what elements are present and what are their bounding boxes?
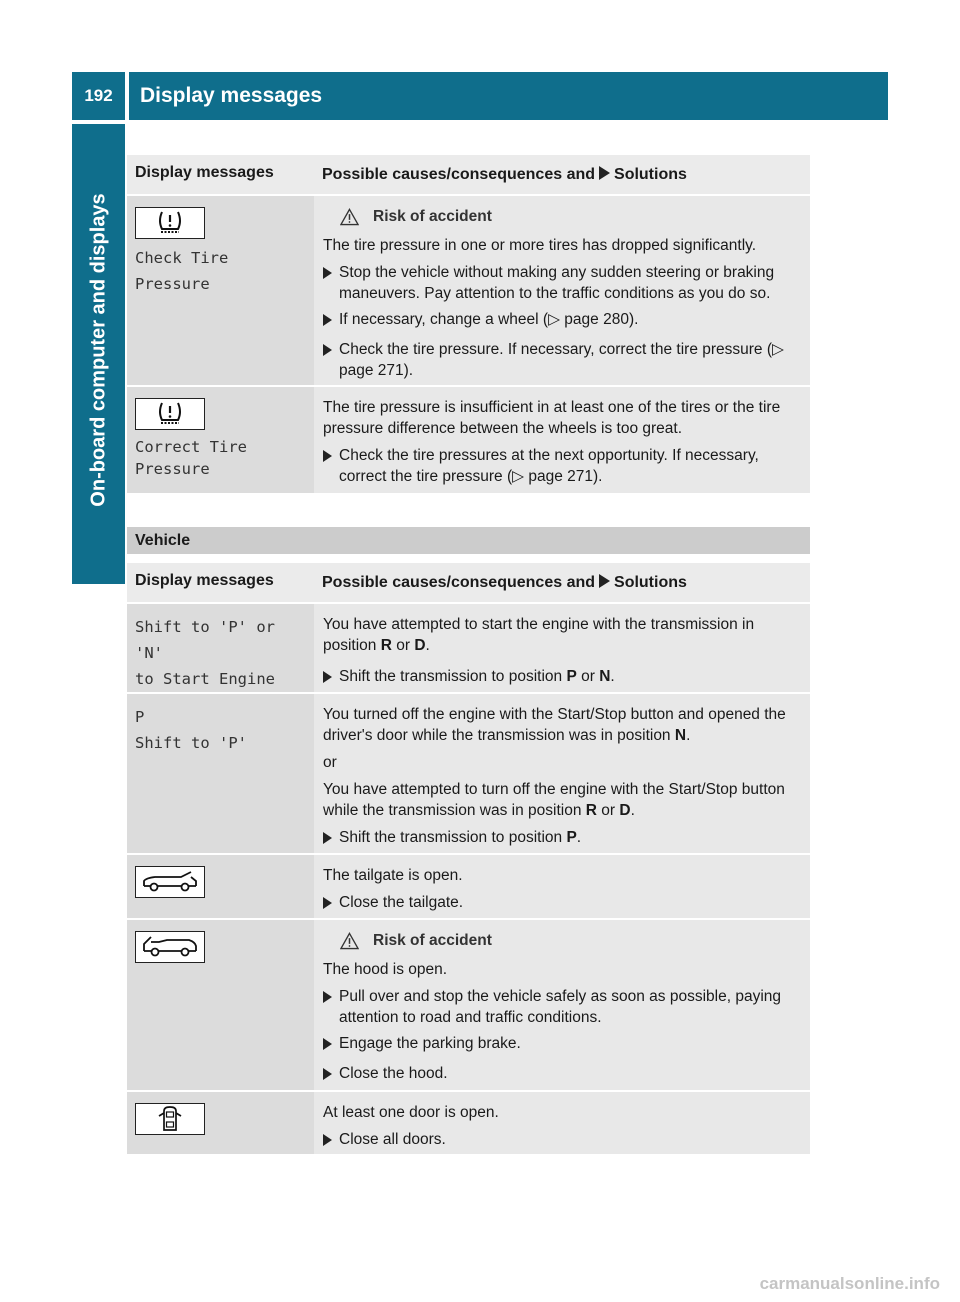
page-title: Display messages xyxy=(129,72,888,120)
solution-step: Check the tire pressure. If necessary, correct the tire pressure (▷ page 271). xyxy=(323,339,802,381)
risk-warning: Risk of accident xyxy=(323,930,802,951)
cause-text: The tailgate is open. xyxy=(323,867,463,884)
col-header-display-messages: Display messages xyxy=(127,155,314,194)
display-message-text: Shift to 'P' or 'N' to Start Engine xyxy=(135,618,275,688)
page-number: 192 xyxy=(72,72,125,120)
side-tab-label: On-board computer and displays xyxy=(87,193,110,507)
table-row xyxy=(127,604,810,694)
col-header-causes: Possible causes/consequences and Solutions xyxy=(314,563,810,602)
solution-step: Close the tailgate. xyxy=(323,892,802,917)
cause-text: You turned off the engine with the Start/Stop button and opened the driver's door while the transmission was in position N. xyxy=(323,706,786,744)
table-row xyxy=(127,1092,810,1156)
table-row xyxy=(127,694,810,855)
display-message-text: P Shift to 'P' xyxy=(135,708,247,752)
tire-pressure-warning-icon xyxy=(135,398,205,430)
cause-text: At least one door is open. xyxy=(323,1104,499,1121)
tire-messages-table xyxy=(127,155,810,495)
col-header-display-messages: Display messages xyxy=(127,563,314,602)
cause-text: The tire pressure is insufficient in at least one of the tires or the tire pressure difference between the wheels is too great. xyxy=(323,399,781,437)
solution-step: Check the tire pressures at the next opportunity. If necessary, correct the tire pressure (▷ page 271). xyxy=(323,445,802,487)
or-text: or xyxy=(323,754,337,771)
hood-open-icon xyxy=(135,931,205,963)
solution-step: Shift the transmission to position P or N. xyxy=(323,666,802,691)
solution-step: Engage the parking brake. xyxy=(323,1033,802,1058)
warning-triangle-icon xyxy=(340,932,359,950)
table-row xyxy=(127,196,810,387)
solution-arrow-icon xyxy=(599,166,610,180)
vehicle-messages-table xyxy=(127,563,810,1156)
col-header-causes: Possible causes/consequences and Solutions xyxy=(314,155,810,194)
solution-step: Pull over and stop the vehicle safely as soon as possible, paying attention to road and traffic conditions. xyxy=(323,986,802,1028)
table-row xyxy=(127,855,810,920)
cause-text: The tire pressure in one or more tires has dropped significantly. xyxy=(323,237,757,254)
cause-text: The hood is open. xyxy=(323,961,448,978)
display-message-text: Correct Tire Pressure xyxy=(135,438,247,478)
tailgate-open-icon xyxy=(135,866,205,898)
cause-text: You have attempted to start the engine with the transmission in position R or D. xyxy=(323,616,755,654)
risk-warning: Risk of accident xyxy=(323,206,802,227)
table-row xyxy=(127,387,810,495)
table-header-row xyxy=(127,155,810,196)
solution-step: Close the hood. xyxy=(323,1063,802,1088)
tire-pressure-warning-icon xyxy=(135,207,205,239)
solution-step: If necessary, change a wheel (▷ page 280). xyxy=(323,309,802,334)
table-row xyxy=(127,920,810,1092)
watermark: carmanualsonline.info xyxy=(759,1274,940,1293)
solution-step: Close all doors. xyxy=(323,1129,802,1154)
warning-triangle-icon xyxy=(340,208,359,226)
table-header-row xyxy=(127,563,810,604)
section-heading-vehicle: Vehicle xyxy=(127,527,810,554)
solution-arrow-icon xyxy=(599,574,610,588)
solution-step: Shift the transmission to position P. xyxy=(323,827,802,852)
display-message-text: Check Tire Pressure xyxy=(135,249,238,293)
door-open-icon xyxy=(135,1103,205,1135)
solution-step: Stop the vehicle without making any sudden steering or braking maneuvers. Pay attention to the traffic conditions as you do so. xyxy=(323,262,802,304)
cause-text: You have attempted to turn off the engine with the Start/Stop button while the transmission was in position R or D. xyxy=(323,781,785,819)
